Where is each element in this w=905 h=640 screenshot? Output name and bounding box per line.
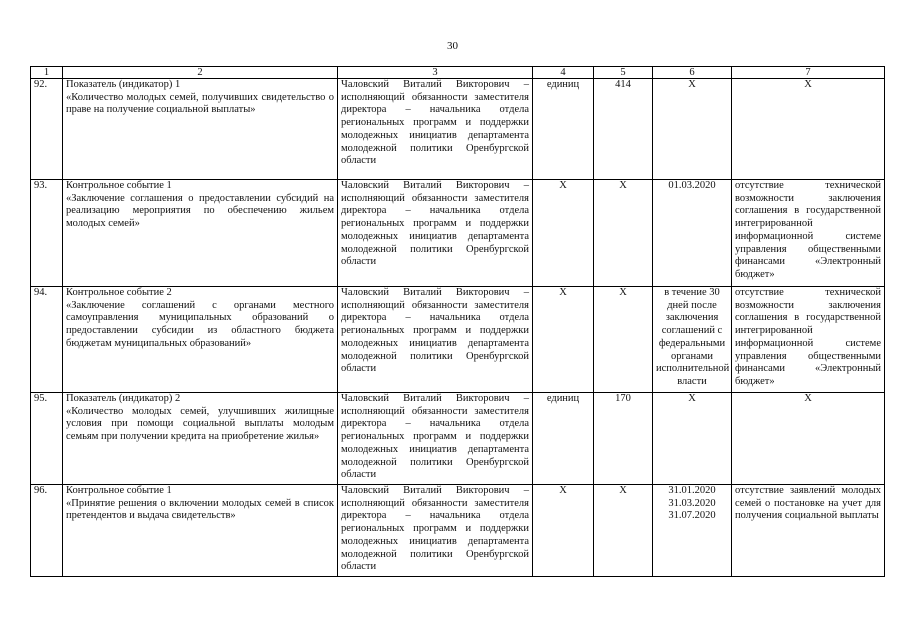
row-description-cell xyxy=(63,287,338,393)
table-row xyxy=(31,79,885,180)
row-description: «Заключение соглашения о предоставлении субсидий на реализацию мероприятия по обеспечению жильем молодых семей» xyxy=(66,192,334,230)
table-row xyxy=(31,393,885,485)
row-number: 92. xyxy=(31,79,63,180)
plan-table xyxy=(30,66,885,577)
deadline-cell: в течение 30 дней после заключения соглашений с федеральными органами исполнительной власти xyxy=(653,287,732,393)
column-header: 6 xyxy=(653,67,732,79)
unit-cell: X xyxy=(533,485,594,577)
table-row xyxy=(31,287,885,393)
row-title: Контрольное событие 1 xyxy=(66,180,172,191)
page-number: 30 xyxy=(447,40,458,52)
row-title: Контрольное событие 2 xyxy=(66,287,172,298)
table-row xyxy=(31,485,885,577)
value-cell: X xyxy=(594,485,653,577)
row-description-cell xyxy=(63,79,338,180)
note-cell: отсутствие технической возможности заключения соглашения в государственной интегрированной информационной системе управления общественными финансами «Электронный бюджет» xyxy=(732,287,885,393)
value-cell: X xyxy=(594,287,653,393)
row-description-cell xyxy=(63,485,338,577)
column-header: 5 xyxy=(594,67,653,79)
deadline-date: 31.01.2020 xyxy=(668,485,716,496)
unit-cell: единиц xyxy=(533,393,594,485)
value-cell: 170 xyxy=(594,393,653,485)
responsible-person: Чаловский Виталий Викторович – исполняющий обязанности заместителя директора – начальника отдела региональных программ и поддержки молодежных инициатив департамента молодежной политики Оренбургской области xyxy=(338,393,533,485)
row-description-cell xyxy=(63,180,338,287)
row-number: 94. xyxy=(31,287,63,393)
table-row xyxy=(31,180,885,287)
row-number: 95. xyxy=(31,393,63,485)
note-cell: отсутствие заявлений молодых семей о постановке на учет для получения социальной выплаты xyxy=(732,485,885,577)
note-cell: X xyxy=(732,393,885,485)
column-number-row xyxy=(31,67,885,79)
responsible-person: Чаловский Виталий Викторович – исполняющий обязанности заместителя директора – начальника отдела региональных программ и поддержки молодежных инициатив департамента молодежной политики Оренбургской области xyxy=(338,287,533,393)
column-header: 1 xyxy=(31,67,63,79)
row-title: Показатель (индикатор) 1 xyxy=(66,79,181,90)
row-description: «Количество молодых семей, улучшивших жилищные условия при помощи социальной выплаты молодым семьям при получении кредита на приобретение жилья» xyxy=(66,405,334,443)
row-number: 93. xyxy=(31,180,63,287)
value-cell: 414 xyxy=(594,79,653,180)
column-header: 2 xyxy=(63,67,338,79)
deadline-cell: X xyxy=(653,79,732,180)
note-cell: X xyxy=(732,79,885,180)
column-header: 3 xyxy=(338,67,533,79)
row-description: «Количество молодых семей, получивших свидетельство о праве на получение социальной выплаты» xyxy=(66,91,334,116)
unit-cell: X xyxy=(533,287,594,393)
value-cell: X xyxy=(594,180,653,287)
responsible-person: Чаловский Виталий Викторович – исполняющий обязанности заместителя директора – начальника отдела региональных программ и поддержки молодежных инициатив департамента молодежной политики Оренбургской области xyxy=(338,180,533,287)
unit-cell: единиц xyxy=(533,79,594,180)
column-header: 7 xyxy=(732,67,885,79)
deadline-cell: 01.03.2020 xyxy=(653,180,732,287)
row-description: «Заключение соглашений с органами местного самоуправления муниципальных образований о предоставлении субсидии из областного бюджета бюджетам муниципальных образований» xyxy=(66,299,334,349)
unit-cell: X xyxy=(533,180,594,287)
responsible-person: Чаловский Виталий Викторович – исполняющий обязанности заместителя директора – начальника отдела региональных программ и поддержки молодежных инициатив департамента молодежной политики Оренбургской области xyxy=(338,79,533,180)
row-description-cell xyxy=(63,393,338,485)
column-header: 4 xyxy=(533,67,594,79)
deadline-date: 31.07.2020 xyxy=(668,510,716,522)
row-title: Контрольное событие 1 xyxy=(66,485,172,496)
deadline-cell xyxy=(653,485,732,577)
responsible-person: Чаловский Виталий Викторович – исполняющий обязанности заместителя директора – начальника отдела региональных программ и поддержки молодежных инициатив департамента молодежной политики Оренбургской области xyxy=(338,485,533,577)
note-cell: отсутствие технической возможности заключения соглашения в государственной интегрированной информационной системе управления общественными финансами «Электронный бюджет» xyxy=(732,180,885,287)
row-number: 96. xyxy=(31,485,63,577)
row-title: Показатель (индикатор) 2 xyxy=(66,393,181,404)
deadline-cell: X xyxy=(653,393,732,485)
row-description: «Принятие решения о включении молодых семей в список претендентов и выдача свидетельств» xyxy=(66,497,334,522)
deadline-date: 31.03.2020 xyxy=(668,497,716,509)
